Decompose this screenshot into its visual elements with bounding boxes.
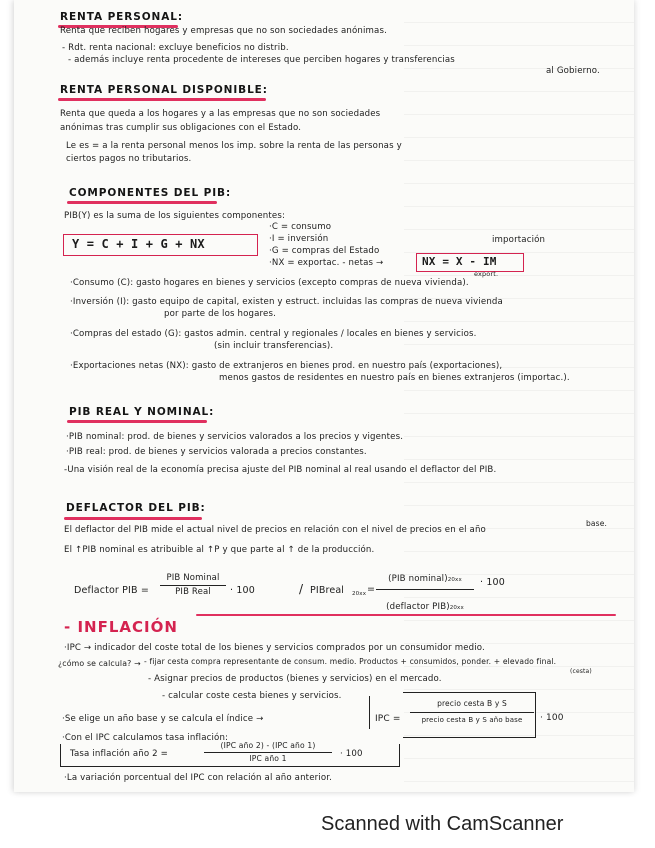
section-title-pib-real-nominal: PIB REAL Y NOMINAL:	[69, 406, 215, 418]
title-highlight	[64, 517, 202, 520]
text-line: anónimas tras cumplir sus obligaciones con el Estado.	[60, 123, 302, 133]
fraction-denominator: IPC año 1	[249, 753, 287, 763]
fraction-denominator: PIB Real	[175, 586, 211, 597]
fraction-numerator: (PIB nominal)	[388, 574, 448, 584]
deflactor-fraction	[160, 574, 226, 596]
definition-g: ·G = compras del Estado	[269, 246, 380, 256]
text-line: base.	[586, 519, 608, 528]
text-line: - además incluye renta procedente de intereses que perciben hogares y transferencias	[68, 55, 455, 65]
export-note: export.	[474, 270, 499, 278]
step-1: - fijar cesta compra representante de consum. medio. Productos + consumidos, ponder. + elevado final.	[144, 657, 557, 666]
importacion-note: importación	[492, 235, 546, 245]
step-3: - calcular coste cesta bienes y servicios.	[162, 691, 342, 701]
ipc-fraction	[410, 700, 534, 724]
title-highlight	[67, 420, 207, 423]
equals-sign: =	[367, 584, 376, 595]
multiplier: · 100	[480, 577, 505, 588]
separator: /	[299, 582, 304, 596]
numerator-subscript: 20xx	[447, 577, 462, 583]
denominator-subscript: 20xx	[449, 605, 464, 611]
section-title-renta-personal: RENTA PERSONAL:	[60, 11, 183, 23]
bullet-consumo: ·Consumo (C): gasto hogares en bienes y servicios (excepto compras de nueva vivienda).	[70, 278, 469, 288]
text-line: Renta que queda a los hogares y a las empresas que no son sociedades	[60, 109, 381, 119]
section-title-deflactor: DEFLACTOR DEL PIB:	[66, 502, 206, 514]
fraction-numerator: PIB Nominal	[166, 573, 220, 583]
title-underline	[196, 614, 616, 616]
cesta-note: (cesta)	[570, 668, 592, 675]
text-line: ·PIB nominal: prod. de bienes y servicios valorados a los precios y vigentes.	[66, 432, 404, 442]
text-line: Le es = a la renta personal menos los imp. sobre la renta de las personas y	[66, 141, 402, 151]
real-fraction	[376, 566, 474, 613]
text-line: ·Con el IPC calculamos tasa inflación:	[62, 733, 229, 743]
tasa-fraction	[204, 742, 332, 762]
text-line: El deflactor del PIB mide el actual nivel de precios en relación con el nivel de precios en el año	[64, 525, 486, 535]
fraction-numerator: precio cesta B y S	[437, 699, 507, 708]
multiplier: · 100	[340, 749, 363, 759]
multiplier: · 100	[230, 585, 255, 596]
pib-formula: Y = C + I + G + NX	[72, 237, 205, 251]
text-line: Renta que reciben hogares y empresas que no son sociedades anónimas.	[60, 26, 387, 36]
text-line: PIB(Y) es la suma de los siguientes componentes:	[64, 211, 286, 221]
text-line: ·Se elige un año base y se calcula el índice →	[62, 714, 264, 724]
definition-i: ·I = inversión	[269, 234, 329, 244]
text-line: -Una visión real de la economía precisa ajuste del PIB nominal al real usando el deflactor del PIB.	[64, 465, 497, 475]
text-line: al Gobierno.	[546, 66, 600, 76]
text-line: ·IPC → indicador del coste total de los bienes y servicios comprados por un consumidor medio.	[64, 643, 485, 653]
section-title-inflacion: - INFLACIÓN	[64, 618, 178, 636]
bullet-exportaciones: ·Exportaciones netas (NX): gasto de extranjeros en bienes prod. en nuestro país (exportaciones),	[70, 361, 503, 371]
section-title-componentes: COMPONENTES DEL PIB:	[69, 187, 232, 199]
tasa-label: Tasa inflación año 2 =	[70, 749, 169, 759]
definition-c: ·C = consumo	[269, 222, 332, 232]
bullet-compras-estado: ·Compras del estado (G): gastos admin. central y regionales / locales en bienes y servicios.	[70, 329, 477, 339]
nx-formula: NX = X - IM	[422, 255, 497, 268]
text-line: por parte de los hogares.	[164, 309, 276, 319]
multiplier: · 100	[540, 713, 564, 723]
text-line: - Rdt. renta nacional: excluye beneficios no distrib.	[62, 43, 289, 53]
scanned-page	[14, 0, 634, 792]
pib-real-label: PIBreal	[310, 585, 345, 596]
text-line: El ↑PIB nominal es atribuible al ↑P y que parte al ↑ de la producción.	[64, 545, 375, 555]
how-label: ¿cómo se calcula? →	[58, 659, 141, 668]
pib-real-subscript: 20xx	[352, 591, 367, 597]
title-highlight	[67, 201, 217, 204]
ipc-label: IPC =	[375, 714, 401, 724]
text-line: ciertos pagos no tributarios.	[66, 154, 192, 164]
fraction-numerator: (IPC año 2) - (IPC año 1)	[220, 741, 316, 750]
text-line: menos gastos de residentes en nuestro país en bienes extranjeros (importac.).	[219, 373, 570, 383]
bullet-inversion: ·Inversión (I): gasto equipo de capital, existen y estruct. incluidas las compras de nueva vivienda	[70, 297, 503, 307]
camscanner-watermark: Scanned with CamScanner	[321, 813, 564, 835]
fraction-denominator: precio cesta B y S año base	[421, 715, 523, 724]
text-line: ·La variación porcentual del IPC con relación al año anterior.	[64, 773, 333, 783]
text-line: (sin incluir transferencias).	[214, 341, 334, 351]
step-2: - Asignar precios de productos (bienes y servicios) en el mercado.	[148, 674, 442, 684]
title-highlight	[58, 98, 266, 101]
section-title-renta-disponible: RENTA PERSONAL DISPONIBLE:	[60, 84, 268, 96]
text-line: ·PIB real: prod. de bienes y servicios valorada a precios constantes.	[66, 447, 367, 457]
deflactor-label: Deflactor PIB =	[74, 585, 149, 596]
fraction-denominator: (deflactor PIB)	[386, 602, 450, 612]
definition-nx: ·NX = exportac. - netas →	[269, 258, 384, 268]
